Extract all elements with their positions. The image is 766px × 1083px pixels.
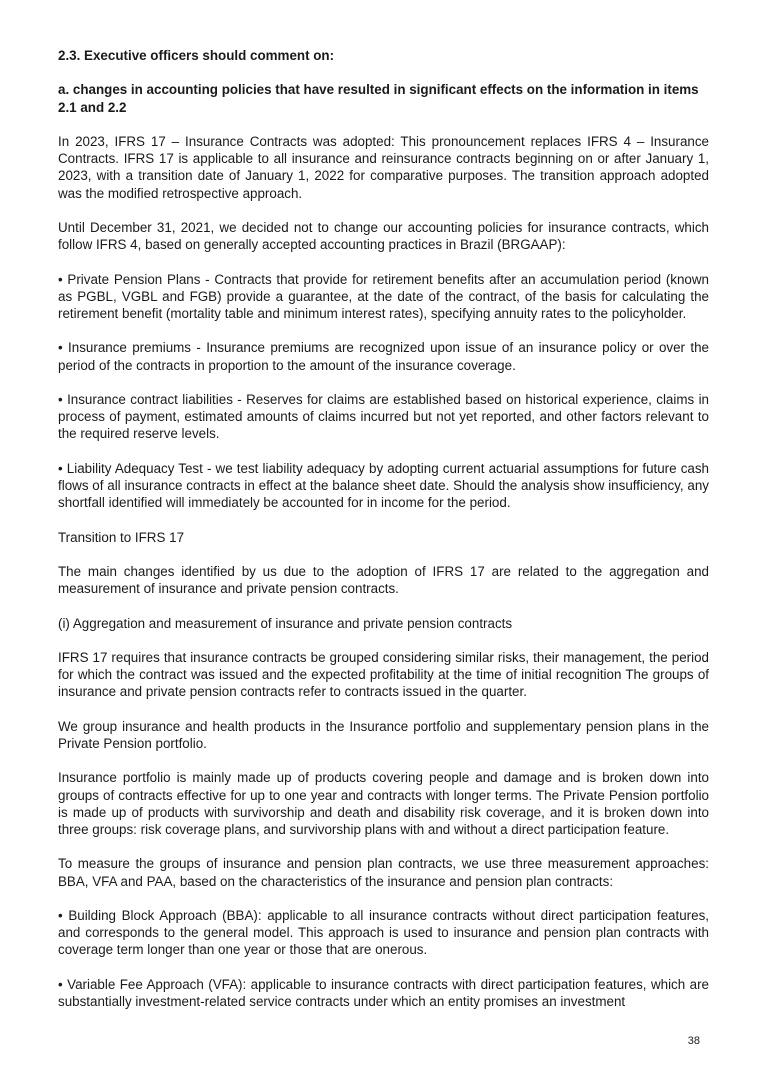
subheading: a. changes in accounting policies that have resulted in significant effects on the information in items 2.1 and 2.2 — [58, 82, 699, 115]
bullet-liability-adequacy-test: • Liability Adequacy Test - we test liability adequacy by adopting current actuarial assumptions for future cash flows of all insurance contracts in effect at the balance sheet date. Should the analysis show insufficiency, any shortfall identified will immediately be accounted for in income for the period. — [58, 460, 709, 511]
section-heading: 2.3. Executive officers should comment on: — [58, 48, 335, 63]
bullet-insurance-premiums: • Insurance premiums - Insurance premiums are recognized upon issue of an insurance policy or over the period of the contracts in proportion to the amount of the insurance coverage. — [58, 340, 709, 373]
paragraph-insurance-portfolio: Insurance portfolio is mainly made up of products covering people and damage and is broken down into groups of contracts effective for up to one year and contracts with longer terms. The Private Pension portfolio is made up of products with survivorship and death and disability risk coverage, and it is broken down into three groups: risk coverage plans, and survivorship plans with and without a direct participation feature. — [58, 770, 709, 837]
aggregation-heading: (i) Aggregation and measurement of insurance and private pension contracts — [58, 615, 513, 631]
bullet-bba: • Building Block Approach (BBA): applicable to all insurance contracts without direct participation features, and corresponds to the general model. This approach is used to insurance and pension plan contracts with coverage term longer than one year or those that are onerous. — [58, 907, 709, 958]
bullet-vfa: • Variable Fee Approach (VFA): applicable to insurance contracts with direct participation features, which are substantially investment-related service contracts under which an entity promises an investment — [58, 976, 709, 1009]
page-number: 38 — [687, 1035, 700, 1047]
transition-heading: Transition to IFRS 17 — [58, 529, 185, 545]
bullet-private-pension-plans: • Private Pension Plans - Contracts that provide for retirement benefits after an accumulation period (known as PGBL, VGBL and FGB) provide a guarantee, at the date of the contract, of the basis for calculating the retirement benefit (mortality table and minimum interest rates), specifying annuity rates to the policyholder. — [58, 271, 709, 321]
paragraph-ifrs17-adoption: In 2023, IFRS 17 – Insurance Contracts was adopted: This pronouncement replaces IFRS 4 – Insurance Contracts. IFRS 17 is applicable to all insurance and reinsurance contracts beginning on or after January 1, 2023, with a transition date of January 1, 2022 for comparative purposes. The transition approach adopted was the modified retrospective approach. — [58, 133, 709, 201]
paragraph-main-changes: The main changes identified by us due to the adoption of IFRS 17 are related to the aggregation and measurement of insurance and private pension contracts. — [58, 563, 709, 597]
bullet-insurance-contract-liabilities: • Insurance contract liabilities - Reserves for claims are established based on historical experience, claims in process of payment, estimated amounts of claims incurred but not yet reported, and other factors relevant to the required reserve levels. — [58, 391, 709, 442]
paragraph-portfolios: We group insurance and health products in the Insurance portfolio and supplementary pension plans in the Private Pension portfolio. — [58, 718, 709, 751]
paragraph-grouping-requirements: IFRS 17 requires that insurance contracts be grouped considering similar risks, their management, the period for which the contract was issued and the expected profitability at the time of initial recognition The groups of insurance and private pension contracts refer to contracts issued in the quarter. — [58, 649, 709, 700]
document-page — [58, 47, 709, 1027]
paragraph-until-2021: Until December 31, 2021, we decided not to change our accounting policies for insurance contracts, which follow IFRS 4, based on generally accepted accounting practices in Brazil (BRGAAP): — [58, 219, 709, 253]
paragraph-measurement-approaches: To measure the groups of insurance and pension plan contracts, we use three measurement approaches: BBA, VFA and PAA, based on the characteristics of the insurance and pension plan contracts: — [58, 856, 709, 889]
